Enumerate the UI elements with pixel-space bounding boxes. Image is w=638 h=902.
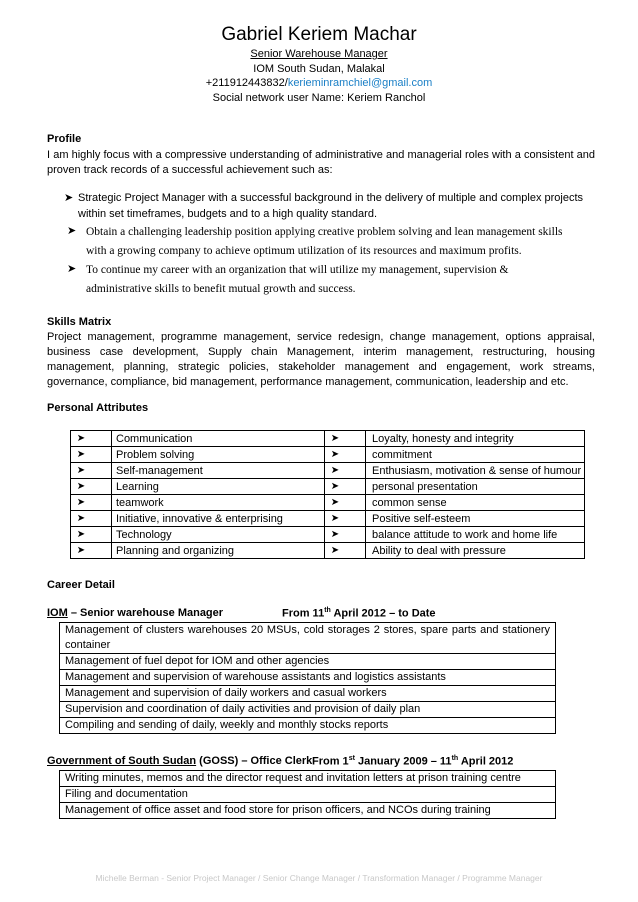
attribute-row: [71, 543, 585, 559]
duty-row: [60, 654, 556, 670]
duty-row: [60, 718, 556, 734]
location: IOM South Sudan, Malakal: [253, 63, 385, 75]
skills-text: Project management, programme management, service redesign, change management, options appraisal, business case development, Supply chain Management, interim management, restructuring, housing management, planning, strategic policies, stakeholder management and engagement, work streams, governance, compliance, bid management, performance management, communication, leadership and etc.: [47, 331, 595, 388]
attribute-row: [71, 447, 585, 463]
duty-text: Writing minutes, memos and the director request and invitation letters at prison training centre: [60, 771, 556, 787]
duty-row: [60, 803, 556, 819]
job-1-duties-table: [59, 622, 556, 734]
attribute-right: commitment: [366, 447, 585, 463]
arrow-bullet-icon: ➤: [330, 433, 340, 444]
duty-text: Management and supervision of warehouse assistants and logistics assistants: [60, 670, 556, 686]
arrow-bullet-icon: ➤: [76, 465, 86, 476]
attribute-row: [71, 431, 585, 447]
profile-bullet-text: To continue my career with an organization that will utilize my management, supervision & administrative skills to benefit mutual growth and success.: [86, 264, 509, 295]
email-link[interactable]: kerieminramchiel@gmail.com: [287, 77, 433, 89]
attribute-right: Enthusiasm, motivation & sense of humour: [366, 463, 585, 479]
arrow-bullet-icon: ➤: [76, 433, 86, 444]
arrow-bullet-icon: ➤: [67, 263, 77, 275]
candidate-name: Gabriel Keriem Machar: [221, 24, 417, 45]
duty-row: [60, 771, 556, 787]
duty-text: Management of office asset and food store for prison officers, and NCOs during training: [60, 803, 556, 819]
attribute-right: Loyalty, honesty and integrity: [366, 431, 585, 447]
profile-bullet-text: Obtain a challenging leadership position applying creative problem solving and lean management skills with a growing company to achieve optimum utilization of its resources and maximum profits.: [86, 226, 563, 257]
duty-text: Supervision and coordination of daily activities and provision of daily plan: [60, 702, 556, 718]
arrow-bullet-icon: ➤: [76, 449, 86, 460]
arrow-bullet-icon: ➤: [76, 513, 86, 524]
arrow-bullet-icon: ➤: [330, 497, 340, 508]
duty-text: Compiling and sending of daily, weekly and monthly stocks reports: [60, 718, 556, 734]
attribute-left: teamwork: [112, 495, 325, 511]
duty-text: Filing and documentation: [60, 787, 556, 803]
attribute-left: Technology: [112, 527, 325, 543]
arrow-bullet-icon: ➤: [64, 192, 74, 204]
attribute-left: Self-management: [112, 463, 325, 479]
footer-text: Michelle Berman - Senior Project Manager / Senior Change Manager / Transformation Manager / Programme Manager: [95, 873, 543, 883]
attribute-left: Initiative, innovative & enterprising: [112, 511, 325, 527]
duty-row: [60, 670, 556, 686]
job-2-role: (GOSS) – Office Clerk: [196, 755, 313, 767]
job-2-duties-table: [59, 770, 556, 819]
job-2-org-line: [47, 755, 312, 767]
duty-text: Management of clusters warehouses 20 MSUs, cold storages 2 stores, spare parts and stationery container: [60, 623, 556, 654]
arrow-bullet-icon: ➤: [330, 545, 340, 556]
arrow-bullet-icon: ➤: [76, 481, 86, 492]
duty-text: Management of fuel depot for IOM and other agencies: [60, 654, 556, 670]
phone: +211912443832/: [205, 77, 288, 89]
job-2-org: Government of South Sudan: [47, 755, 197, 767]
job-title: Senior Warehouse Manager: [250, 48, 388, 60]
arrow-bullet-icon: ➤: [330, 465, 340, 476]
profile-bullet-text: Strategic Project Manager with a successful background in the delivery of multiple and complex projects within set timeframes, budgets and to a high quality standard.: [78, 192, 584, 220]
contact-line: [0, 76, 638, 90]
attribute-row: [71, 479, 585, 495]
attributes-heading: Personal Attributes: [47, 402, 149, 414]
attribute-left: Learning: [112, 479, 325, 495]
duty-row: [60, 702, 556, 718]
arrow-bullet-icon: ➤: [67, 225, 77, 237]
attribute-right: Positive self-esteem: [366, 511, 585, 527]
attribute-right: balance attitude to work and home life: [366, 527, 585, 543]
job-1-org: IOM: [47, 607, 68, 619]
job-2-dates: From 1st January 2009 – 11th April 2012: [312, 755, 514, 768]
attribute-left: Communication: [112, 431, 325, 447]
attribute-row: [71, 527, 585, 543]
arrow-bullet-icon: ➤: [76, 545, 86, 556]
attribute-right: common sense: [366, 495, 585, 511]
social-handle: Social network user Name: Keriem Ranchol: [212, 92, 426, 104]
profile-intro: I am highly focus with a compressive understanding of administrative and managerial roles with a consistent and proven track records of a successful achievement such as:: [47, 149, 595, 176]
duty-row: [60, 623, 556, 654]
arrow-bullet-icon: ➤: [330, 529, 340, 540]
attribute-row: [71, 495, 585, 511]
job-1-dates: From 11th April 2012 – to Date: [282, 607, 436, 620]
profile-heading: Profile: [47, 133, 82, 145]
attribute-row: [71, 511, 585, 527]
arrow-bullet-icon: ➤: [330, 449, 340, 460]
arrow-bullet-icon: ➤: [76, 497, 86, 508]
attribute-right: Ability to deal with pressure: [366, 543, 585, 559]
attribute-row: [71, 463, 585, 479]
duty-text: Management and supervision of daily workers and casual workers: [60, 686, 556, 702]
duty-row: [60, 787, 556, 803]
arrow-bullet-icon: ➤: [76, 529, 86, 540]
arrow-bullet-icon: ➤: [330, 481, 340, 492]
attributes-table: [70, 430, 585, 559]
attribute-right: personal presentation: [366, 479, 585, 495]
attribute-left: Planning and organizing: [112, 543, 325, 559]
skills-heading: Skills Matrix: [47, 316, 112, 328]
job-1-role: – Senior warehouse Manager: [67, 607, 224, 619]
attribute-left: Problem solving: [112, 447, 325, 463]
job-1-org-line: [47, 607, 223, 619]
career-heading: Career Detail: [47, 579, 115, 591]
arrow-bullet-icon: ➤: [330, 513, 340, 524]
duty-row: [60, 686, 556, 702]
